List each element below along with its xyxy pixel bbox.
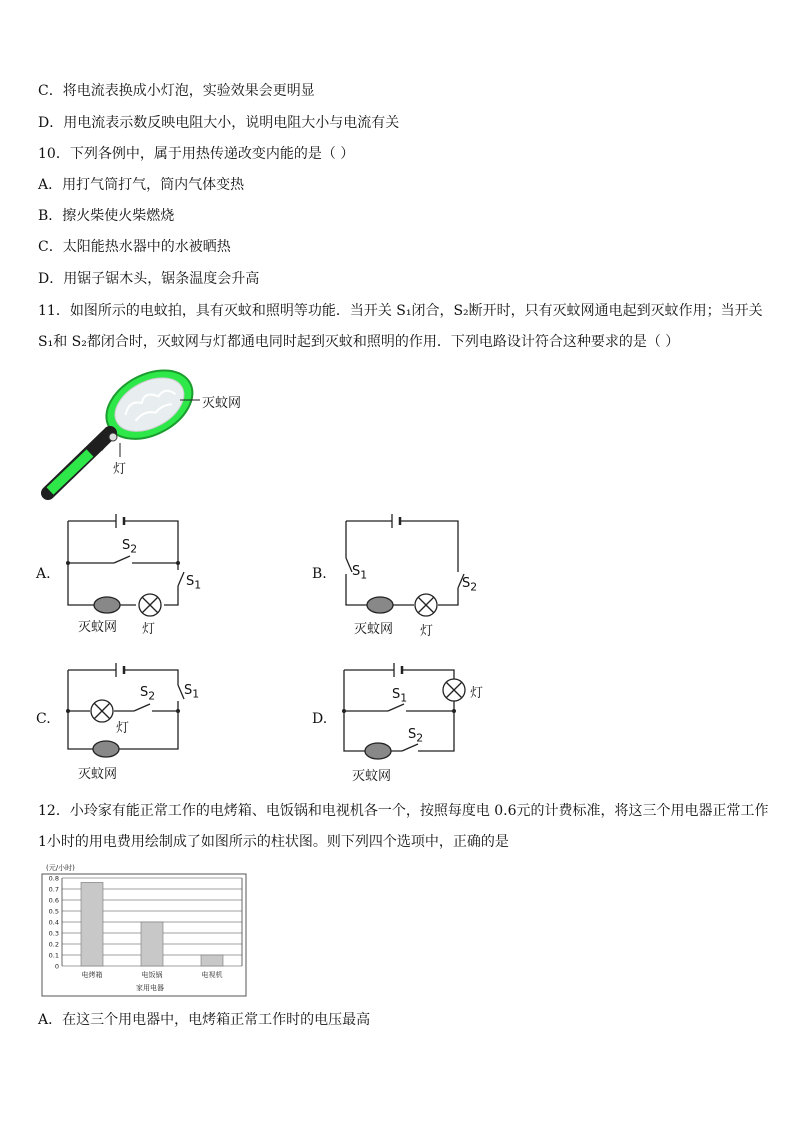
chart-category-label: 电烤箱: [81, 971, 103, 979]
option-d-q9: D．用电流表示数反映电阻大小，说明电阻大小与电流有关: [38, 115, 400, 131]
option-a-q10: A．用打气筒打气，筒内气体变热: [38, 177, 245, 193]
question-11-line1: 11．如图所示的电蚊拍，具有灭蚊和照明等功能．当开关 S₁闭合，S₂断开时，只有灭蚊网通电起到灭蚊作用；当开关: [38, 303, 763, 319]
circuit-a-s2: $S_2$: [122, 538, 138, 556]
racket-lamp-label: 灯: [113, 462, 127, 477]
chart-ytick: 0: [54, 962, 59, 971]
circuit-b: [312, 508, 502, 643]
chart-ytick: 0.6: [48, 896, 59, 905]
chart-bar: [141, 922, 163, 966]
circuit-b-lamp: 灯: [420, 624, 434, 639]
racket-net-label: 灭蚊网: [202, 396, 242, 411]
circuit-c-s1: $S_1$: [184, 683, 200, 701]
chart-bar: [201, 955, 223, 966]
circuit-a-lamp: 灯: [142, 622, 156, 637]
chart-ylabel: (元/小时): [46, 864, 75, 872]
circuit-d-option-label: D.: [312, 711, 328, 727]
racket-drawing: [40, 365, 260, 500]
circuit-a-net: 灭蚊网: [78, 620, 118, 635]
mosquito-racket-figure: [40, 365, 260, 500]
circuit-b-s2: $S_2$: [462, 576, 478, 594]
option-a-q12: A．在这三个用电器中，电烤箱正常工作时的电压最高: [38, 1012, 371, 1028]
chart-ytick: 0.1: [48, 951, 59, 960]
circuit-c-s2: $S_2$: [140, 685, 156, 703]
question-11-line2: S₁和 S₂都闭合时，灭蚊网与灯都通电同时起到灭蚊和照明的作用．下列电路设计符合这种要求的是（ ）: [38, 334, 680, 350]
option-c-q10: C．太阳能热水器中的水被晒热: [38, 239, 231, 255]
circuit-b-s1: $S_1$: [352, 564, 368, 582]
circuit-d-s2: $S_2$: [408, 727, 424, 745]
circuit-a-option-label: A.: [36, 566, 51, 582]
bar-chart: [40, 862, 248, 998]
question-10: 10．下列各例中，属于用热传递改变内能的是（ ）: [38, 146, 355, 162]
circuit-d-net: 灭蚊网: [352, 769, 392, 784]
circuit-d-s1: $S_1$: [392, 687, 408, 705]
circuit-d-lamp: 灯: [470, 686, 484, 701]
question-12-line1: 12．小玲家有能正常工作的电烤箱、电饭锅和电视机各一个，按照每度电 0.6元的计费标准，将这三个用电器正常工作: [38, 803, 769, 819]
chart-category-label: 电视机: [201, 971, 223, 979]
chart-xlabel: 家用电器: [136, 984, 164, 992]
chart-ytick: 0.7: [48, 885, 59, 894]
chart-ytick: 0.3: [48, 929, 59, 938]
option-c-q9: C．将电流表换成小灯泡，实验效果会更明显: [38, 83, 315, 99]
chart-ytick: 0.2: [48, 940, 59, 949]
circuit-c-diagram: [36, 655, 226, 785]
circuit-c: [36, 655, 226, 785]
circuit-a: [36, 508, 226, 643]
circuit-b-option-label: B.: [312, 566, 327, 582]
circuit-c-option-label: C.: [36, 711, 51, 727]
option-d-q10: D．用锯子锯木头，锯条温度会升高: [38, 271, 260, 287]
circuit-a-s1: $S_1$: [186, 574, 202, 592]
option-b-q10: B．擦火柴使火柴燃烧: [38, 208, 175, 224]
circuit-c-net: 灭蚊网: [78, 767, 118, 782]
chart-ytick: 0.5: [48, 907, 59, 916]
chart-ytick: 0.8: [48, 874, 59, 883]
chart-category-label: 电饭锅: [141, 971, 163, 979]
circuit-c-lamp: 灯: [116, 721, 130, 736]
bar-chart-svg: [40, 862, 248, 998]
question-12-line2: 1小时的用电费用绘制成了如图所示的柱状图。则下列四个选项中，正确的是: [38, 834, 509, 850]
circuit-d: [312, 655, 512, 785]
chart-ytick: 0.4: [48, 918, 59, 927]
circuit-b-net: 灭蚊网: [354, 622, 394, 637]
chart-bar: [81, 882, 103, 966]
circuit-d-diagram: [312, 655, 512, 785]
